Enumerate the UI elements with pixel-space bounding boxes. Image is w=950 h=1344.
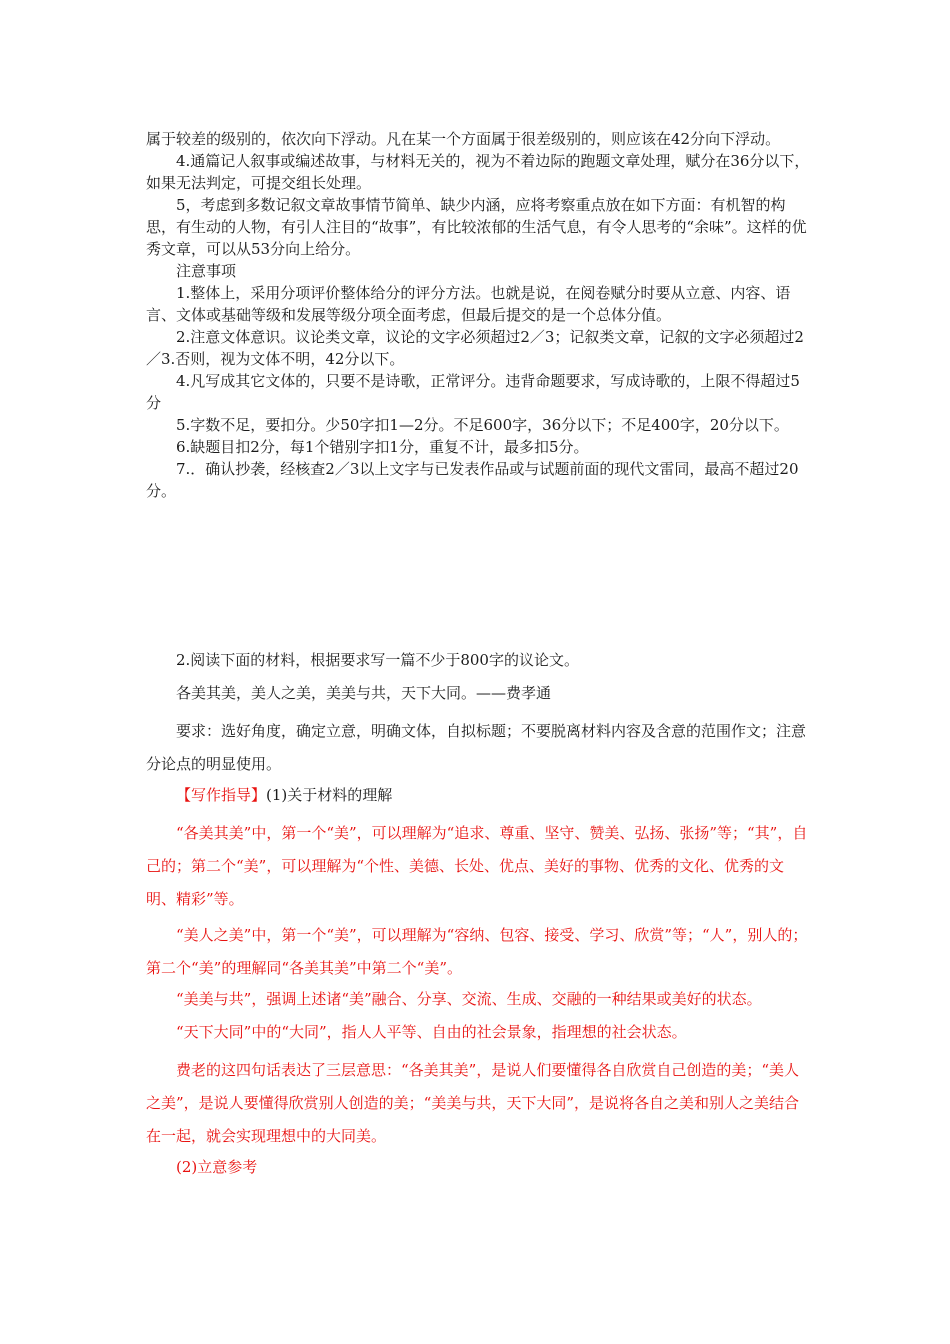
guide-paragraph-3: “美美与共”，强调上述诸“美”融合、分享、交流、生成、交融的一种结果或美好的状态。 bbox=[176, 990, 762, 1008]
guide-paragraph-2: “美人之美”中，第一个“美”，可以理解为“容纳、包容、接受、学习、欣赏”等；“人”，别人的；第二个“美”的理解同“各美其美”中第二个“美”。 bbox=[146, 926, 808, 977]
guide-paragraph-4: “天下大同”中的“大同”，指人人平等、自由的社会景象，指理想的社会状态。 bbox=[176, 1023, 687, 1041]
note-1: 1.整体上，采用分项评价整体给分的评分方法。也就是说，在阅卷赋分时要从立意、内容、语言、文体或基础等级和发展等级分项全面考虑，但最后提交的是一个总体分值。 bbox=[146, 284, 791, 324]
guide-paragraph-5: 费老的这四句话表达了三层意思：“各美其美”，是说人们要懂得各自欣赏自己创造的美；“美人之美”，是说人要懂得欣赏别人创造的美；“美美与共，天下大同”，是说将各自之美和别人之美结合在一起，就会实现理想中的大同美。 bbox=[146, 1061, 800, 1145]
guide-paragraph-1: “各美其美”中，第一个“美”，可以理解为“追求、尊重、坚守、赞美、弘扬、张扬”等；“其”，自己的；第二个“美”，可以理解为“个性、美德、长处、优点、美好的事物、优秀的文化、优秀的文明、精彩”等。 bbox=[146, 824, 808, 908]
material-quote: 各美其美，美人之美，美美与共，天下大同。——费孝通 bbox=[176, 684, 552, 702]
note-4: 4.凡写成其它文体的，只要不是诗歌，正常评分。违背命题要求，写成诗歌的，上限不得超过5分 bbox=[146, 372, 800, 412]
essay-question-section bbox=[146, 649, 810, 1178]
scoring-rules-section bbox=[146, 128, 810, 502]
note-7: 7.．确认抄袭，经核查2／3以上文字与已发表作品或与试题前面的现代文雷同，最高不超过20分。 bbox=[146, 460, 799, 500]
note-2: 2.注意文体意识。议论类文章，议论的文字必须超过2／3；记叙类文章，记叙的文字必须超过2／3.否则，视为文体不明，42分以下。 bbox=[146, 328, 804, 368]
guide-subheading-1: (1)关于材料的理解 bbox=[266, 786, 393, 804]
note-6: 6.缺题目扣2分，每1个错别字扣1分，重复不计，最多扣5分。 bbox=[176, 438, 589, 456]
guide-heading-line bbox=[146, 784, 810, 806]
question-prompt: 2.阅读下面的材料，根据要求写一篇不少于800字的议论文。 bbox=[176, 651, 579, 669]
rule-5: 5，考虑到多数记叙文章故事情节简单、缺少内涵，应将考察重点放在如下方面：有机智的构思，有生动的人物，有引人注目的“故事”，有比较浓郁的生活气息，有令人思考的“余味”。这样的优秀文章，可以从53分向上给分。 bbox=[146, 196, 807, 258]
note-5: 5.字数不足，要扣分。少50字扣1—2分。不足600字，36分以下；不足400字，20分以下。 bbox=[176, 416, 789, 434]
paragraph-continuation: 属于较差的级别的，依次向下浮动。凡在某一个方面属于很差级别的，则应该在42分向下浮动。 bbox=[146, 130, 781, 148]
guide-heading: 【写作指导】 bbox=[176, 786, 267, 804]
notes-heading: 注意事项 bbox=[176, 262, 237, 280]
rule-4: 4.通篇记人叙事或编述故事，与材料无关的，视为不着边际的跑题文章处理，赋分在36分以下，如果无法判定，可提交组长处理。 bbox=[146, 152, 810, 192]
requirement: 要求：选好角度，确定立意，明确文体，自拟标题；不要脱离材料内容及含意的范围作文；注意分论点的明显使用。 bbox=[146, 722, 807, 773]
guide-subheading-2: (2)立意参考 bbox=[176, 1158, 258, 1176]
